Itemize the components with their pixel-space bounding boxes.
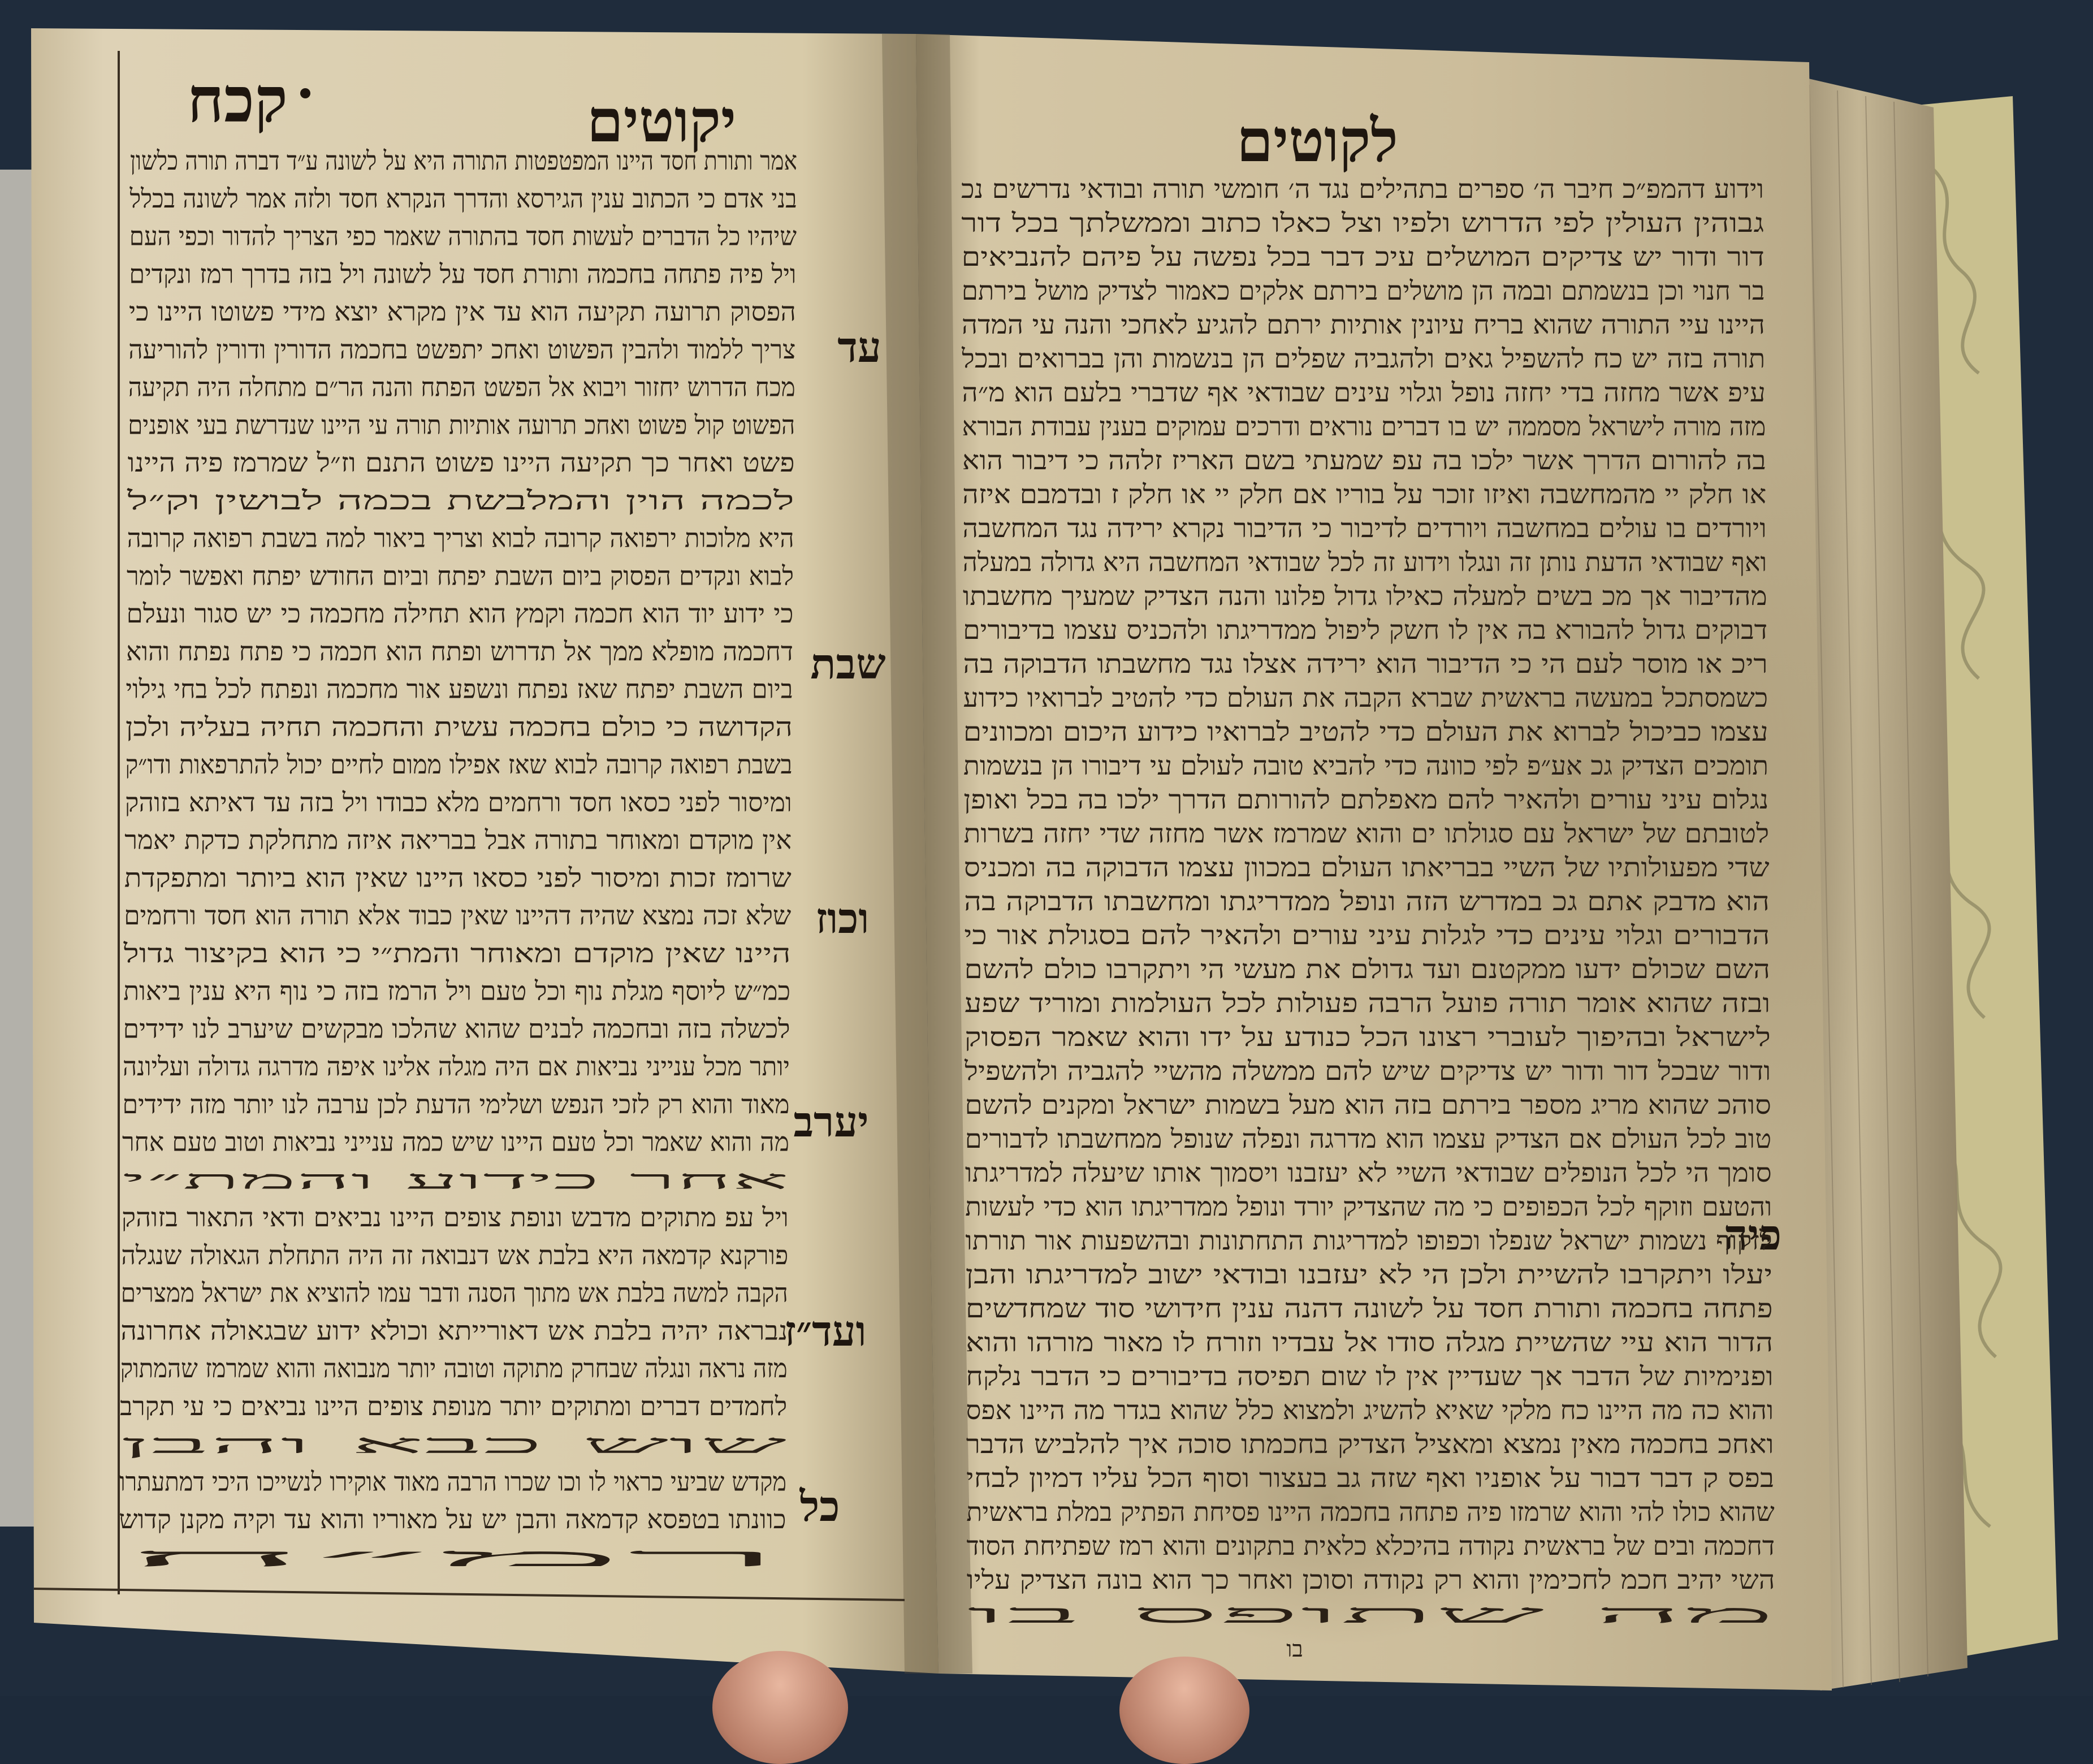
left-page-line: שלא זכה נמצא שהיה דהיינו שאין כבוד אלא תורה הוא חסד ורחמים [124, 900, 792, 931]
right-page-line: הוא מדבק אתם גכ במדרש הזה ונופל ממדריגתו ומחשבתו הדבוקה בה [964, 886, 1770, 916]
right-page-line: ופנימיות של הדבר אך שעדיין אין לו שום תפיסה בדיבורים כי הדבר נלקח [966, 1361, 1774, 1391]
right-page-line: מה שתופס בו [967, 1598, 1775, 1629]
left-page-folio: קכח [187, 63, 288, 136]
right-page-line: תומכים הצדיק גכ אע״פ לפי כוונה כדי להביא טובה לעולם עי דיבורו הן בנשמות [963, 750, 1769, 781]
right-page-line: ויורדים בו עולים במחשבה ויורדים לדיבור כי הדיבור נקרא ירידה נגד המחשבה [962, 513, 1767, 543]
right-page-line: גבוהין העולין לפי הדרוש ולפיו וצל כאלו כתוב וממשלתך בכל דור [961, 207, 1765, 238]
right-page-line: ואחכ בחכמה מאין נמצא ומאציל הצדיק בחכמתו סוכה איך להלביש הדבר [966, 1429, 1774, 1459]
left-page-line: ויל עפ מתוקים מדבש ונופת צופים היינו נביאים ודאי התאור בזוהק [121, 1202, 789, 1233]
left-page-line: אחר כידוע והמת״י [122, 1164, 789, 1195]
right-page-line: לזקוף נשמות ישראל שנפלו וכפופו למדריגות התחתונות ובהשפעות אור תורתו [965, 1225, 1772, 1256]
right-page-line: היינו עיי התורה שהוא בריח עיונין אותיות ירתם להגיע לאחכי והנה עי המדה [961, 309, 1765, 340]
right-page-line: פתחה בחכמה ותורת חסד על לשונה דהנה ענין חידושי סוד שמחדשים [965, 1293, 1773, 1324]
left-page-line: לבוא ונקדים הפסוק ביום השבת יפתח וביום החודש יפתח ואפשר לומר [127, 560, 794, 591]
left-page-line: שוש כבא והבן [119, 1428, 788, 1459]
left-page-line: מאוד והוא רק לזכי הנפש ושלימי הדעת לכן ערבה לנו יותר מזה ידידים [122, 1088, 790, 1119]
right-thumb [1119, 1657, 1249, 1764]
right-page-line: ואף שבודאי הדעת נותן זה ונגלו וידוע זה לכל שבודאי המחשבה היא גדולה במעלה [962, 547, 1767, 577]
left-page-line: הפשוט קול פשוט ואחכ תרועה אותיות תורה עי היינו שנדרשת בעי אופנים [128, 409, 795, 440]
right-page-line: והוא כה מה היינו כח מלקי שאיא להשיג ולמצוא כלל שהוא בגדר מה היינו אפס [966, 1395, 1774, 1425]
right-page-line: דחכמה ובים של בראשית נקודה בהיכלא כלאית בתקונים והוא רמז שפתיחת הסוד [966, 1530, 1775, 1561]
left-page-line: ביום השבת יפתח שאז נפתח ונשפע אור מחכמה ונפתח לכל בחי גילוי [126, 673, 793, 704]
right-page-line: מזה מורה לישראל מסממה יש בו דברים נוראים ודרכים עמוקים בענין עבודת הבורא [962, 411, 1766, 442]
right-keyword-1: פיה [1723, 1211, 1782, 1260]
right-page-line: והטעם וזוקף לכל הכפופים כי מה שהצדיק יורד ונופל ממדריגתו הוא כדי לעשות [965, 1191, 1772, 1222]
right-page-line: בפס ק דבר דבור על אופניו ואף שזה גב בעצור וסוף הכל עליו דמיון לבחי [966, 1463, 1775, 1493]
left-thumb [712, 1651, 848, 1764]
left-page-line: כי ידוע יוד הוא חכמה וקמץ הוא תחילה מחכמה כי יש סגור ונעלם [126, 598, 794, 629]
left-keyword-5: ועד״ז [784, 1307, 867, 1356]
right-page-line: תורה בזה יש כח להשפיל גאים ולהגביה שפלים הן בנשמות והן בברואים ובכל [961, 343, 1766, 374]
left-page-line: בני אדם כי הכתוב ענין הגירסא והדרך הנקרא חסד ולזה אמר לשונה בכלל [129, 183, 797, 214]
folio-dot [300, 88, 310, 98]
right-page-line: לישראל ובהיפוך לעוברי רצונו הכל כנודע על ידו והוא שאמר הפסוק [964, 1022, 1771, 1052]
right-page-line: השי יהיב חכמ לחכימין והוא רק נקודה וסוכן ואחר כך הוא בונה הצדיק עליו [966, 1564, 1775, 1595]
left-page-line: פשט ואחר כך תקיעה היינו פשוט התנם וז״ל שמרמז פיה היינו [127, 447, 795, 478]
right-page-line: השם שכולם ידעו ממקטנם ועד גדולם את מעשי הי ויתקרבו כולם להשם [964, 954, 1770, 984]
right-page-line: נגלום עיני עורים ולהאיר להם מאפלתם להורותם הדרך ילכו בה בכל ואופן [963, 784, 1769, 815]
left-page-line: בשבת רפואה קרובה לבוא שאז אפילו ממום לחיים יכול להתרפאות ודו״ק [125, 749, 793, 780]
left-page-line: שרומז זכות ומיסור לפני כסאו היינו שאין הוא ביותר ומתפקדת [124, 862, 792, 893]
left-keyword-2: שבת [810, 640, 886, 689]
left-keyword-6: כל [799, 1482, 840, 1531]
right-catchword: בו [1286, 1636, 1303, 1662]
right-page-line: טוב לכל העולם אם הצדיק עצמו הוא מדרגה ונפלה שנופל ממחשבתו לדבורים [965, 1123, 1772, 1154]
left-page-line: היא מלוכות ירפואה קרובה לבוא וצריך ביאור למה בשבת רפואה קרובה [127, 522, 794, 554]
left-page-line: היינו שאין מוקדם ומאוחר והמת״י כי הוא בקיצור גדול [123, 937, 791, 969]
left-page-line: לכשלה בזה ובחכמה לבנים שהוא שהלכו מבקשים שיערב לנו ידידים [123, 1013, 790, 1044]
left-page-line: הקדושה כי כולם בחכמה עשית והחכמה תחיה בעליה ולכן [125, 711, 793, 742]
right-page-text-block [961, 174, 1775, 1629]
left-page-line: יותר מכל ענייני נביאות אם היה מגלה אלינו איפה מדרגה גדולה ועליונה [123, 1051, 790, 1082]
right-page-line: שדי מפעולותיו של השיי בבריאתו העולם במכוון עצמו הדבוקה בה ומכניס [963, 852, 1770, 883]
right-page-line: יעלו ויתקרבו להשיית ולכן הי לא יעזבנו ובודאי ישוב למדריגתו והבן [965, 1259, 1773, 1290]
left-page-line: ומיסור לפני כסאו חסד ורחמים מלא כבודו ויל בזה עד דאיתא בזוהק [124, 786, 792, 818]
right-page-line: בר חנוי וכן בנשמתם ובמה הן מושלים בירתם אלקים כאמור לצדיק מושל בירתם [961, 275, 1765, 306]
right-page-line: ודור שבכל דור ודור יש צדיקים שיש להם ממשלה מהשיי להגביה ולהשפיל [964, 1056, 1771, 1086]
right-page-line: סוהכ שהוא מריג מספר בירתם בזה הוא מעל בשמות ישראל ומקנים להשם [965, 1089, 1771, 1120]
right-page-line: עצמו כביכול לברוא את העולם כדי להטיב לברואיו כידוע היכום ומכוונים [963, 716, 1768, 747]
right-page-line: ריכ או מוסר לעם הי כי הדיבור הוא ירידה אצלו נגד מחשבתו הדבוקה בה [963, 648, 1768, 679]
left-page-line: כוונתו בטפסא קדמאה והבן יש על מאוריו והוא עד וקיה מקנן קדוש [119, 1504, 786, 1535]
left-page-line: לחמדים דברים ומתוקים יותר מנופת צופים היינו נביאים כי עי תקרב [120, 1390, 788, 1421]
right-page-header: לקוטים [1236, 106, 1398, 175]
left-page-line: צריך ללמוד ולהבין הפשוט ואחכ יתפשט בחכמה הדורין ודורין להוריעה [128, 334, 796, 365]
right-page-line: מהדיבור אך מכ בשים למעלה כאילו גדול פלונו והנה הצדיק שמעיך מחשבתו [962, 581, 1767, 611]
right-page-line: סומך הי לכל הנופלים שבודאי השיי לא יעזבנו ויסמוך אותו שיעלה למדריגתו [965, 1157, 1772, 1188]
right-page-line: דבוקים גדול להבורא בה אין לו חשק ליפול ממדריגתו ולהכניס עצמו בדיבורים [963, 615, 1768, 645]
left-page-line: אין מוקדם ומאוחר בתורה אבל בבריאה איזה מתחלקת כדקת יאמר [124, 824, 792, 855]
right-page-line: עיפ אשר מחזה בדי יחזה נופל וגלוי עינים שבודאי אף שדברי בלעם הוא מ״ה [962, 377, 1766, 408]
left-page-line: אמר ותורת חסד היינו המפטפטות התורה היא על לשונה ע״ד דברה תורה כלשון [130, 145, 797, 176]
left-keyword-3: וכוז [815, 894, 870, 943]
left-page-line: דחכמה מופלא ממך אל תדרוש ופתח הוא חכמה כי פתח נפתח והוא [126, 635, 793, 667]
right-page-line: שהוא כולו להי והוא שרמזו פיה פתחה בחכמה היינו פסיחת הפתיק במלת בראשית [966, 1497, 1775, 1527]
right-page-line: הדור הוא עיי שהשיית מגלה סודו אל עבדיו וזורח לו מאור מורהו והוא [966, 1327, 1774, 1357]
right-page-line: ובזה שהוא אומר תורה פועל הרבה פעולות לכל העולמות ומוריד שפע [964, 988, 1771, 1018]
left-page-line: שיהיו כל הדברים לעשות חסד בהתורה שאמר כפי הצריך להדור וכפי העם [129, 220, 797, 252]
right-page-line: או חלק יי מהמחשבה ואיזו זוכר על בוריו אם חלק יי או חלק ז ובדמבם איזה [962, 479, 1767, 509]
left-page-header: יקוטים [586, 86, 737, 155]
right-page-line: כשמסתכל במעשה בראשית שברא הקבה את העולם כדי להטיב לברואיו כידוע [963, 682, 1768, 713]
right-page-line: לטובתם של ישראל עם סגולתו ים והוא שמרמז אשר מחזה שדי יחזה בשרות [963, 818, 1770, 849]
left-page-line: רמ״ח [119, 1542, 786, 1572]
left-keyword-1: עד [837, 323, 881, 372]
left-keyword-4: יערב [793, 1098, 869, 1147]
left-page-line: מזה נראה ונגלה שבחרק מתוקה וטובה יותר מנבואה והוא שמרמז שהמתוק [120, 1353, 788, 1384]
left-page-line: לכמה הוין והמלבשת בכמה לבושין וק״ל [126, 485, 795, 516]
left-page-line: הקבה למשה בלבת אש מתוך הסנה ודבר עמו להוציא את ישראל ממצרים [120, 1277, 788, 1308]
left-page-line: הפסוק תרועה תקיעה הוא עד אין מקרא יוצא מידי פשוטו היינו כי [128, 296, 796, 327]
left-page-line: ויל פיה פתחה בחכמה ותורת חסד על לשונה ויל בזה בדרך רמז ונקדים [129, 258, 797, 289]
left-page-line: מקדש שביעי כראוי לו וכו שכרו הרבה מאוד אוקירו לנשייכו היכי דמתעתרו [119, 1466, 787, 1497]
left-page-line: כמ״ש ליוסף מגלת נוף וכל טעם ויל הרמז בזה כי נוף היא ענין ביאות [123, 975, 791, 1006]
right-page-line: דור ודור יש צדיקים המושלים עיכ דבר בכל נפשה על פיהם להנביאים [961, 241, 1765, 272]
left-page-line: נבראה יהיה בלבת אש דאורייתא וכולא ידוע שבגאולה אחרונה [120, 1315, 788, 1346]
left-page-line: מכח הדרוש יחזור ויבוא אל הפשט הפתח והנה הר״ם מתחלה היה תקיעה [128, 371, 795, 403]
right-page-line: הדבורים וגלוי עינים כדי לגלות עיני עורים ולהאיר להם בסגולת אור כי [964, 920, 1770, 950]
right-page-line: וידוע דהמפ״כ חיבר ה׳ ספרים בתהילים נגד ה׳ חומשי תורה ובודאי נדרשים נכ [961, 174, 1764, 204]
right-page-line: בה להורום הדרך אשר ילכו בה עפ שמעתי בשם האריז זלהה כי דיבור הוא [962, 445, 1766, 475]
left-page-line: מה והוא שאמר וכל טעם היינו שיש כמה ענייני נביאות וטוב טעם אחר [122, 1126, 789, 1157]
left-page-line: פורקנא קדמאה היא בלבת אש דנבואה זה היה התחלת הגאולה שנגלה [121, 1239, 789, 1270]
